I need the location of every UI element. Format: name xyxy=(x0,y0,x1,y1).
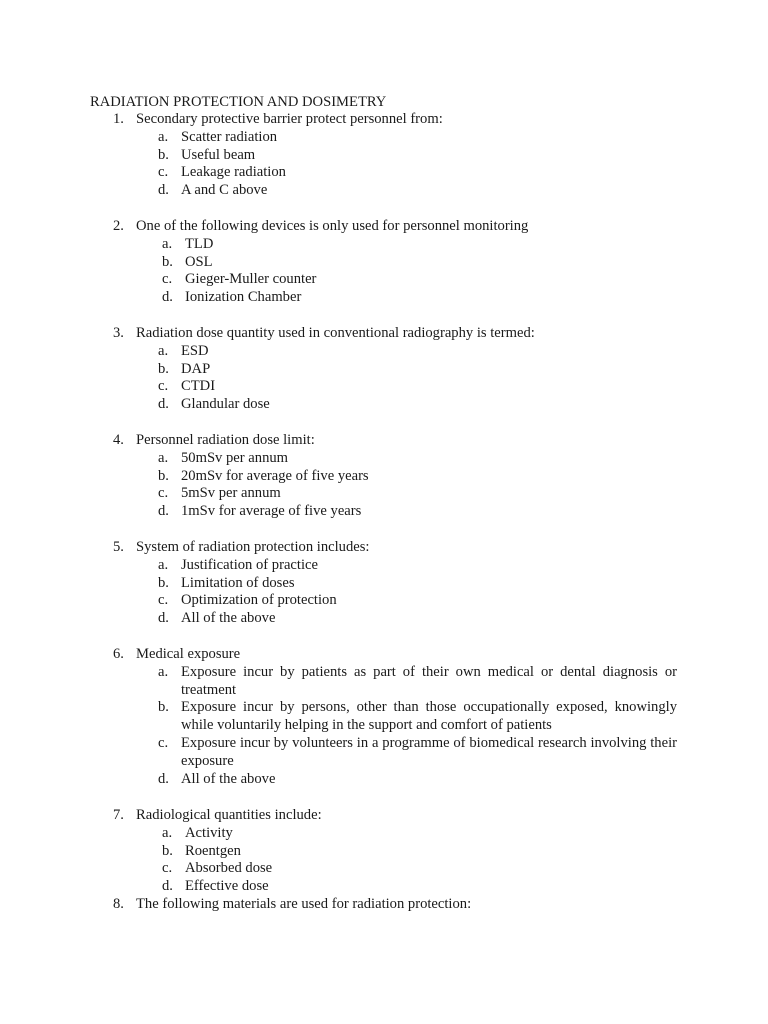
option-b xyxy=(0,147,768,165)
option-text: Activity xyxy=(185,824,233,841)
option-d xyxy=(0,610,768,628)
question-2 xyxy=(0,218,768,307)
question-text: Radiological quantities include: xyxy=(136,807,322,823)
option-text: Absorbed dose xyxy=(185,860,273,877)
option-d xyxy=(0,771,768,789)
option-letter: b. xyxy=(158,699,169,716)
question-8 xyxy=(0,896,768,914)
option-c xyxy=(0,860,768,878)
option-a xyxy=(0,825,768,843)
option-c xyxy=(0,164,768,182)
option-letter: d. xyxy=(158,182,169,199)
option-letter: b. xyxy=(158,146,169,163)
option-c xyxy=(0,592,768,610)
option-letter: c. xyxy=(158,164,169,181)
question-text: System of radiation protection includes: xyxy=(136,539,370,555)
question-stem xyxy=(0,432,768,450)
option-text: TLD xyxy=(185,235,214,252)
question-number: 7. xyxy=(113,807,124,823)
question-1 xyxy=(0,111,768,200)
option-letter: d. xyxy=(158,770,169,787)
option-letter: d. xyxy=(162,878,173,895)
option-letter: a. xyxy=(158,556,169,573)
option-d xyxy=(0,289,768,307)
question-text: The following materials are used for radiation protection: xyxy=(136,896,472,912)
option-letter: a. xyxy=(162,824,173,841)
question-stem xyxy=(0,218,768,236)
option-text: OSL xyxy=(185,253,213,270)
option-letter: a. xyxy=(162,235,173,252)
option-text: Exposure incur by persons, other than those occupationally exposed, knowingly while voluntarily helping in the support and comfort of patients xyxy=(181,699,677,734)
option-letter: c. xyxy=(162,271,173,288)
option-letter: c. xyxy=(158,378,169,395)
question-number: 2. xyxy=(113,218,124,234)
question-5 xyxy=(0,539,768,628)
question-number: 6. xyxy=(113,646,124,662)
question-6 xyxy=(0,646,768,788)
question-stem xyxy=(0,325,768,343)
question-text: Personnel radiation dose limit: xyxy=(136,432,315,448)
option-letter: c. xyxy=(158,734,169,751)
question-stem xyxy=(0,896,768,914)
option-c xyxy=(0,378,768,396)
option-text: Scatter radiation xyxy=(181,128,278,145)
option-b xyxy=(0,699,768,735)
option-letter: d. xyxy=(158,396,169,413)
option-a xyxy=(0,343,768,361)
option-text: 1mSv for average of five years xyxy=(181,503,362,520)
question-stem xyxy=(0,539,768,557)
option-text: Justification of practice xyxy=(181,556,318,573)
option-text: Effective dose xyxy=(185,878,269,895)
document-title: RADIATION PROTECTION AND DOSIMETRY xyxy=(90,94,387,110)
option-text: 5mSv per annum xyxy=(181,485,281,502)
option-letter: a. xyxy=(158,663,169,680)
question-number: 3. xyxy=(113,325,124,341)
question-3 xyxy=(0,325,768,414)
option-b xyxy=(0,468,768,486)
option-b xyxy=(0,254,768,272)
question-number: 5. xyxy=(113,539,124,555)
option-text: CTDI xyxy=(181,378,216,395)
question-4 xyxy=(0,432,768,521)
option-text: Optimization of protection xyxy=(181,592,337,609)
option-text: A and C above xyxy=(181,182,268,199)
question-number: 8. xyxy=(113,896,124,912)
option-text: All of the above xyxy=(181,610,276,627)
option-letter: d. xyxy=(158,503,169,520)
question-number: 4. xyxy=(113,432,124,448)
option-text: Gieger-Muller counter xyxy=(185,271,317,288)
option-c xyxy=(0,735,768,771)
option-b xyxy=(0,843,768,861)
option-letter: d. xyxy=(162,289,173,306)
option-text: All of the above xyxy=(181,770,276,787)
option-letter: c. xyxy=(162,860,173,877)
option-text: 20mSv for average of five years xyxy=(181,467,369,484)
option-letter: a. xyxy=(158,128,169,145)
option-text: Exposure incur by volunteers in a programme of biomedical research involving their exposure xyxy=(181,734,677,769)
option-text: Exposure incur by patients as part of their own medical or dental diagnosis or treatment xyxy=(181,663,677,698)
question-text: One of the following devices is only used for personnel monitoring xyxy=(136,218,529,234)
option-letter: b. xyxy=(162,842,173,859)
option-letter: a. xyxy=(158,342,169,359)
question-stem xyxy=(0,111,768,129)
option-text: ESD xyxy=(181,342,209,359)
option-a xyxy=(0,664,768,700)
option-c xyxy=(0,271,768,289)
option-letter: c. xyxy=(158,485,169,502)
question-stem xyxy=(0,807,768,825)
question-stem xyxy=(0,646,768,664)
option-letter: d. xyxy=(158,610,169,627)
question-number: 1. xyxy=(113,111,124,127)
question-text: Medical exposure xyxy=(136,646,241,662)
option-b xyxy=(0,575,768,593)
option-letter: c. xyxy=(158,592,169,609)
option-d xyxy=(0,182,768,200)
option-text: Ionization Chamber xyxy=(185,289,302,306)
option-a xyxy=(0,129,768,147)
option-d xyxy=(0,396,768,414)
option-letter: a. xyxy=(158,449,169,466)
option-b xyxy=(0,361,768,379)
option-letter: b. xyxy=(162,253,173,270)
option-text: Roentgen xyxy=(185,842,241,859)
option-a xyxy=(0,557,768,575)
option-text: Leakage radiation xyxy=(181,164,286,181)
question-7 xyxy=(0,807,768,896)
option-letter: b. xyxy=(158,574,169,591)
question-text: Radiation dose quantity used in conventional radiography is termed: xyxy=(136,325,535,341)
option-text: DAP xyxy=(181,360,211,377)
question-text: Secondary protective barrier protect personnel from: xyxy=(136,111,443,127)
option-text: Useful beam xyxy=(181,146,256,163)
option-d xyxy=(0,878,768,896)
option-text: Glandular dose xyxy=(181,396,270,413)
option-d xyxy=(0,503,768,521)
option-a xyxy=(0,450,768,468)
option-text: 50mSv per annum xyxy=(181,449,289,466)
option-c xyxy=(0,485,768,503)
option-a xyxy=(0,236,768,254)
option-letter: b. xyxy=(158,360,169,377)
option-letter: b. xyxy=(158,467,169,484)
option-text: Limitation of doses xyxy=(181,574,295,591)
